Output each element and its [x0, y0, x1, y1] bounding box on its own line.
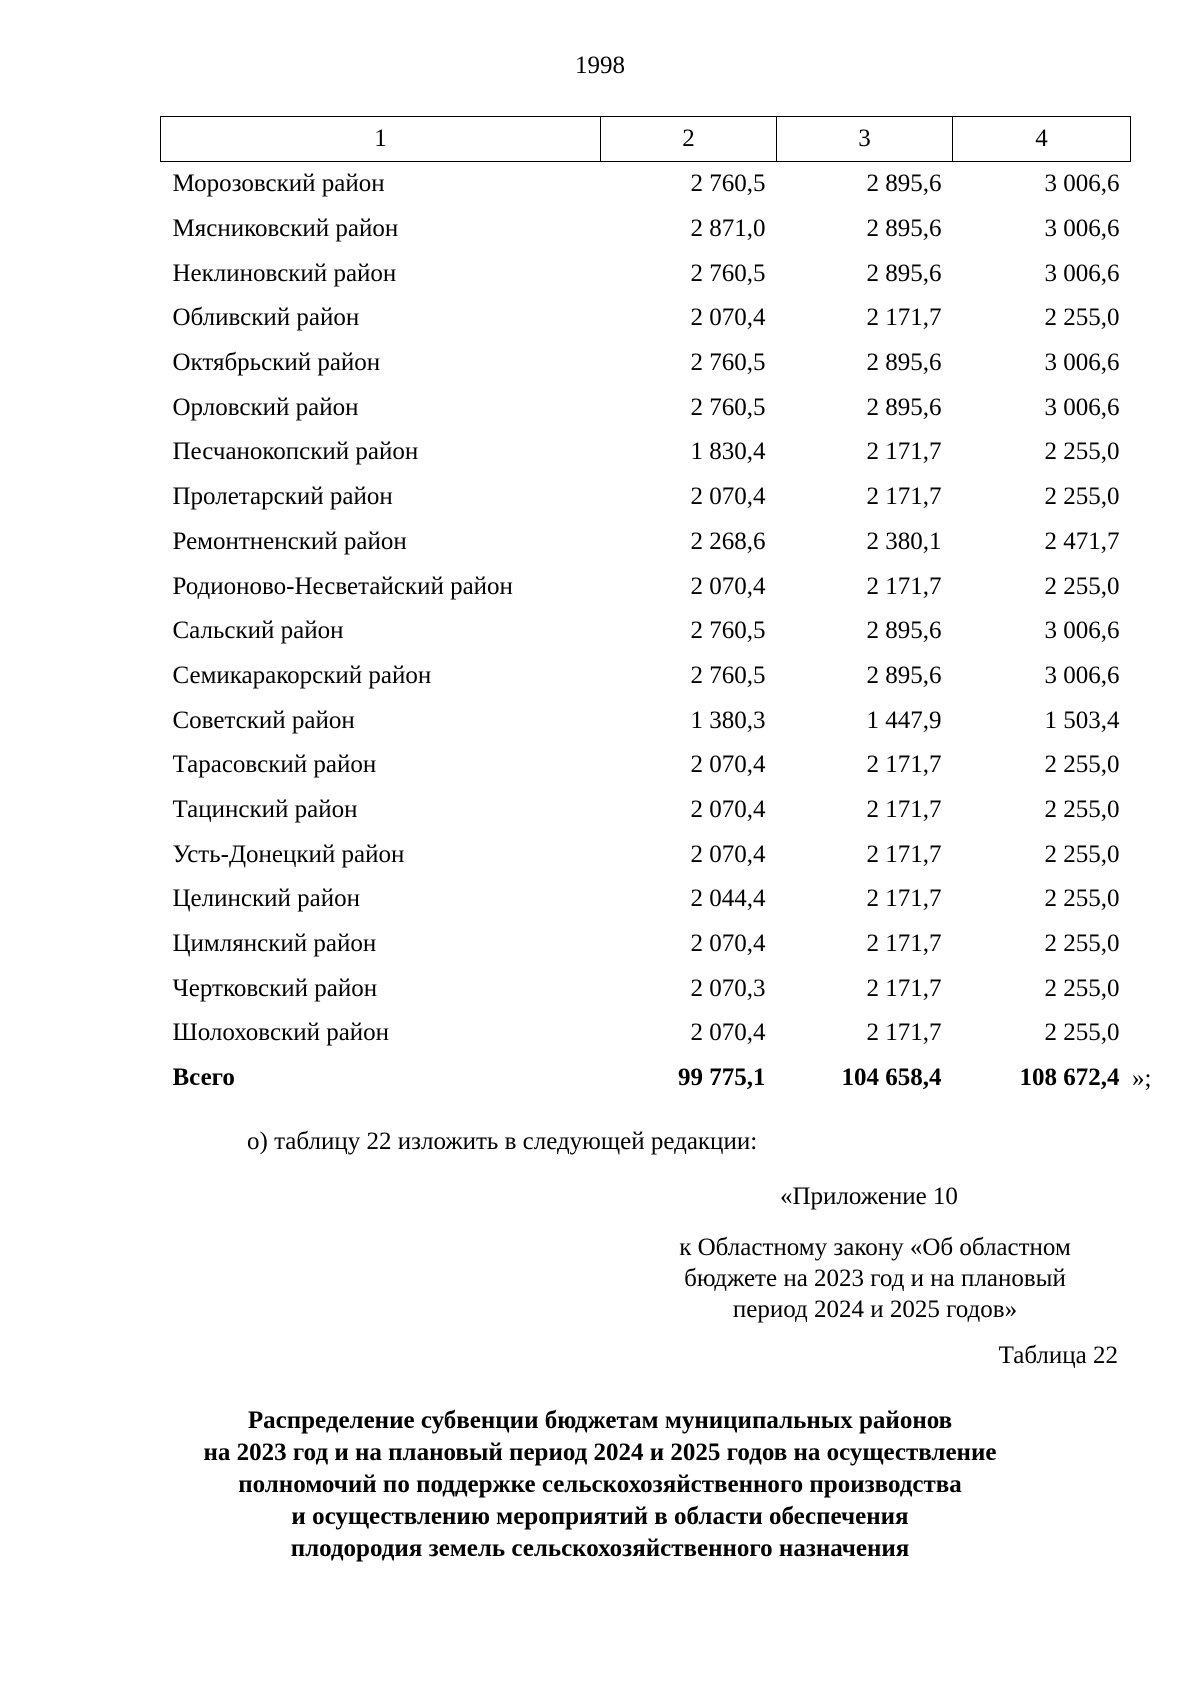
table-row — [161, 475, 1131, 520]
value-2025-cell: 2 255,0 — [1044, 751, 1120, 779]
value-2024-cell: 2 171,7 — [866, 304, 942, 332]
table-row — [161, 251, 1131, 296]
total-2023-cell: 99 775,1 — [678, 1064, 766, 1092]
heading-line: на 2023 год и на плановый период 2024 и 2025 годов на осуществление — [203, 1439, 997, 1466]
district-name-cell: Неклиновский район — [172, 259, 397, 287]
table-row — [161, 520, 1131, 565]
value-2025-cell: 3 006,6 — [1044, 393, 1120, 421]
value-2025-cell: 1 503,4 — [1044, 706, 1120, 734]
district-name-cell: Обливский район — [172, 304, 360, 332]
column-header-4: 4 — [953, 117, 1131, 162]
value-2025-cell: 2 255,0 — [1044, 930, 1120, 958]
value-2025-cell: 2 255,0 — [1044, 483, 1120, 511]
table-row — [161, 341, 1131, 386]
value-2025-cell: 2 255,0 — [1044, 974, 1120, 1002]
table-row — [161, 654, 1131, 699]
value-2023-cell: 2 070,4 — [690, 572, 766, 600]
value-2023-cell: 2 070,3 — [690, 974, 766, 1002]
value-2024-cell: 2 171,7 — [866, 974, 942, 1002]
value-2023-cell: 2 070,4 — [690, 1019, 766, 1047]
table-row — [161, 966, 1131, 1011]
heading-line: полномочий по поддержке сельскохозяйственного производства — [238, 1471, 962, 1498]
value-2025-cell: 2 255,0 — [1044, 795, 1120, 823]
value-2023-cell: 2 760,5 — [690, 170, 766, 198]
value-2025-cell: 3 006,6 — [1044, 349, 1120, 377]
value-2025-cell: 2 255,0 — [1044, 1019, 1120, 1047]
appendix-reference-line: бюджете на 2023 год и на плановый — [684, 1265, 1066, 1292]
table-row — [161, 564, 1131, 609]
page-number: 1998 — [575, 52, 625, 79]
heading-line: Распределение субвенции бюджетам муниципальных районов — [247, 1407, 953, 1434]
value-2023-cell: 2 044,4 — [690, 885, 766, 913]
value-2023-cell: 2 070,4 — [690, 304, 766, 332]
value-2024-cell: 2 171,7 — [866, 572, 942, 600]
district-name-cell: Советский район — [172, 706, 355, 734]
value-2024-cell: 2 171,7 — [866, 930, 942, 958]
district-name-cell: Чертковский район — [172, 974, 378, 1002]
value-2023-cell: 2 070,4 — [690, 751, 766, 779]
district-name-cell: Мясниковский район — [172, 215, 399, 243]
column-header-1: 1 — [161, 117, 601, 162]
appendix-reference — [640, 1232, 1110, 1325]
value-2025-cell: 2 255,0 — [1044, 840, 1120, 868]
value-2024-cell: 2 380,1 — [866, 527, 942, 555]
value-2024-cell: 2 171,7 — [866, 795, 942, 823]
value-2024-cell: 2 895,6 — [866, 349, 942, 377]
value-2025-cell: 3 006,6 — [1044, 215, 1120, 243]
value-2024-cell: 2 895,6 — [866, 170, 942, 198]
amendment-instruction: о) таблицу 22 изложить в следующей редакции: — [247, 1128, 758, 1155]
district-name-cell: Родионово-Несветайский район — [172, 572, 513, 600]
value-2025-cell: 3 006,6 — [1044, 170, 1120, 198]
district-name-cell: Сальский район — [172, 617, 344, 645]
district-name-cell: Цимлянский район — [172, 930, 377, 958]
district-name-cell: Целинский район — [172, 885, 360, 913]
total-row — [161, 1056, 1131, 1101]
value-2024-cell: 2 895,6 — [866, 215, 942, 243]
total-2025-cell: 108 672,4 — [1019, 1064, 1120, 1092]
total-2024-cell: 104 658,4 — [841, 1064, 942, 1092]
value-2024-cell: 2 171,7 — [866, 483, 942, 511]
value-2025-cell: 3 006,6 — [1044, 661, 1120, 689]
value-2023-cell: 2 760,5 — [690, 393, 766, 421]
table-row — [161, 430, 1131, 475]
value-2023-cell: 2 070,4 — [690, 795, 766, 823]
value-2023-cell: 2 268,6 — [690, 527, 766, 555]
district-name-cell: Усть-Донецкий район — [172, 840, 405, 868]
district-name-cell: Песчанокопский район — [172, 438, 419, 466]
value-2023-cell: 2 760,5 — [690, 349, 766, 377]
value-2025-cell: 2 255,0 — [1044, 304, 1120, 332]
table-row — [161, 1011, 1131, 1056]
value-2024-cell: 1 447,9 — [866, 706, 942, 734]
closing-quote-mark: »; — [1132, 1065, 1152, 1092]
document-heading — [0, 1405, 1200, 1565]
value-2023-cell: 2 070,4 — [690, 840, 766, 868]
value-2025-cell: 3 006,6 — [1044, 259, 1120, 287]
table-row — [161, 162, 1131, 207]
table-row — [161, 609, 1131, 654]
value-2025-cell: 2 471,7 — [1044, 527, 1120, 555]
district-name-cell: Тацинский район — [172, 795, 358, 823]
value-2025-cell: 2 255,0 — [1044, 438, 1120, 466]
appendix-title: «Приложение 10 — [780, 1183, 958, 1210]
district-name-cell: Тарасовский район — [172, 751, 377, 779]
table-row — [161, 832, 1131, 877]
value-2024-cell: 2 171,7 — [866, 438, 942, 466]
column-header-2: 2 — [601, 117, 777, 162]
total-label-cell: Всего — [172, 1064, 235, 1092]
table-row — [161, 296, 1131, 341]
district-name-cell: Шолоховский район — [172, 1019, 390, 1047]
value-2025-cell: 2 255,0 — [1044, 572, 1120, 600]
value-2023-cell: 2 760,5 — [690, 617, 766, 645]
value-2024-cell: 2 895,6 — [866, 617, 942, 645]
value-2025-cell: 3 006,6 — [1044, 617, 1120, 645]
value-2023-cell: 2 070,4 — [690, 930, 766, 958]
table-number-label: Таблица 22 — [998, 1342, 1118, 1369]
table-body — [161, 162, 1131, 1101]
value-2025-cell: 2 255,0 — [1044, 885, 1120, 913]
table-header-row — [161, 117, 1131, 162]
heading-line: плодородия земель сельскохозяйственного назначения — [290, 1535, 910, 1562]
district-name-cell: Октябрьский район — [172, 349, 381, 377]
table-row — [161, 207, 1131, 252]
table-row — [161, 698, 1131, 743]
table-row — [161, 788, 1131, 833]
heading-line: и осуществлению мероприятий в области обеспечения — [291, 1503, 909, 1530]
table-row — [161, 922, 1131, 967]
value-2023-cell: 2 760,5 — [690, 259, 766, 287]
table-row — [161, 877, 1131, 922]
value-2024-cell: 2 895,6 — [866, 393, 942, 421]
value-2023-cell: 2 871,0 — [690, 215, 766, 243]
value-2024-cell: 2 171,7 — [866, 751, 942, 779]
district-name-cell: Семикаракорский район — [172, 661, 432, 689]
value-2023-cell: 1 830,4 — [690, 438, 766, 466]
value-2024-cell: 2 895,6 — [866, 259, 942, 287]
district-name-cell: Орловский район — [172, 393, 359, 421]
table-row — [161, 743, 1131, 788]
appendix-reference-line: период 2024 и 2025 годов» — [732, 1296, 1018, 1323]
subvention-table — [160, 116, 1131, 1100]
district-name-cell: Ремонтненский район — [172, 527, 407, 555]
district-name-cell: Пролетарский район — [172, 483, 393, 511]
value-2023-cell: 2 070,4 — [690, 483, 766, 511]
value-2024-cell: 2 171,7 — [866, 1019, 942, 1047]
value-2024-cell: 2 171,7 — [866, 885, 942, 913]
column-header-3: 3 — [777, 117, 953, 162]
district-name-cell: Морозовский район — [172, 170, 385, 198]
value-2024-cell: 2 895,6 — [866, 661, 942, 689]
appendix-reference-line: к Областному закону «Об областном — [679, 1234, 1071, 1261]
value-2023-cell: 2 760,5 — [690, 661, 766, 689]
value-2023-cell: 1 380,3 — [690, 706, 766, 734]
value-2024-cell: 2 171,7 — [866, 840, 942, 868]
table-row — [161, 385, 1131, 430]
